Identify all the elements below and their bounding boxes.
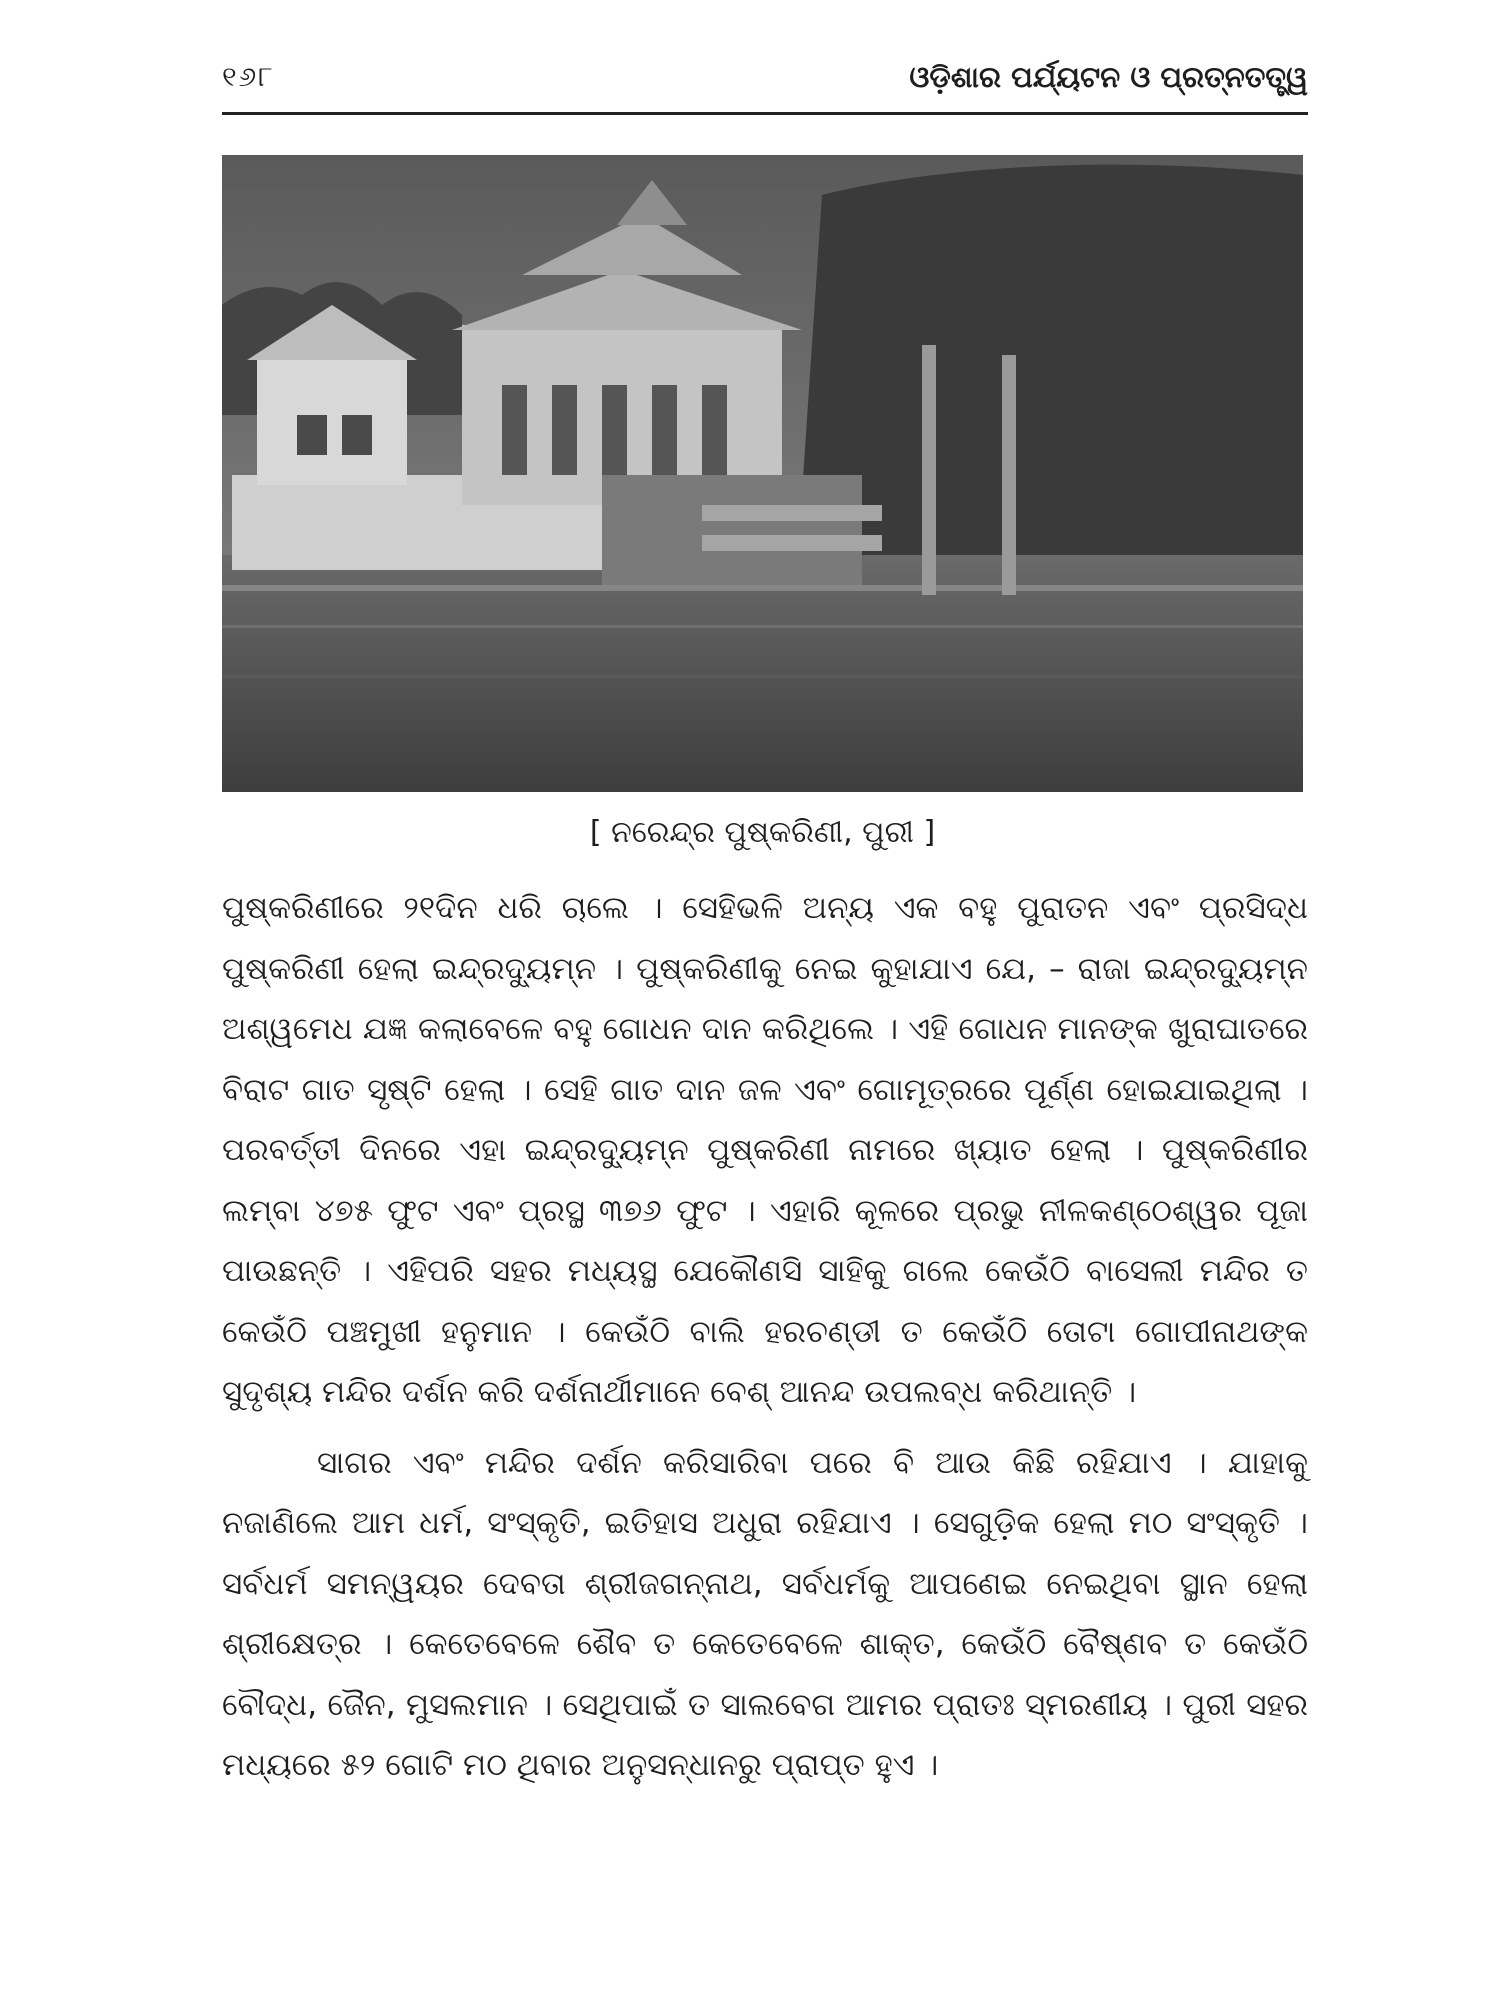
temple-tank-photo-graphic — [222, 155, 1303, 792]
figure-caption: [ ନରେନ୍ଦ୍ର ପୁଷ୍କରିଣୀ, ପୁରୀ ] — [589, 815, 936, 850]
page-number: ୧୬୮ — [222, 60, 275, 93]
header-rule — [222, 112, 1308, 115]
page-header — [222, 52, 1308, 102]
running-title: ଓଡ଼ିଶାର ପର୍ଯ୍ୟଟନ ଓ ପ୍ରତ୍ନତତ୍ତ୍ୱ — [909, 59, 1308, 94]
body-text — [222, 878, 1308, 1796]
temple-tank-photo — [222, 155, 1303, 792]
paragraph-1: ପୁଷ୍କରିଣୀରେ ୨୧ଦିନ ଧରି ଚାଲେ । ସେହିଭଳି ଅନ୍ୟ ଏକ ବହୁ ପୁରାତନ ଏବଂ ପ୍ରସିଦ୍ଧ ପୁଷ୍କରିଣୀ ହେଲା ଇନ୍ଦ୍ରଦ୍ୟୁମ୍ନ । ପୁଷ୍କରିଣୀକୁ ନେଇ କୁହାଯାଏ ଯେ, – ରାଜା ଇନ୍ଦ୍ରଦ୍ୟୁମ୍ନ ଅଶ୍ୱମେଧ ଯଜ୍ଞ କଲାବେଳେ ବହୁ ଗୋଧନ ଦାନ କରିଥିଲେ । ଏହି ଗୋଧନ ମାନଙ୍କ ଖୁରାଘାତରେ ବିରାଟ ଗାତ ସୃଷ୍ଟି ହେଲା । ସେହି ଗାତ ଦାନ ଜଳ ଏବଂ ଗୋମୂତ୍ରରେ ପୂର୍ଣ୍ଣ ହୋଇଯାଇଥିଲା । ପରବର୍ତ୍ତୀ ଦିନରେ ଏହା ଇନ୍ଦ୍ରଦ୍ୟୁମ୍ନ ପୁଷ୍କରିଣୀ ନାମରେ ଖ୍ୟାତ ହେଲା । ପୁଷ୍କରିଣୀର ଲମ୍ବା ୪୭୫ ଫୁଟ ଏବଂ ପ୍ରସ୍ଥ ୩୭୬ ଫୁଟ । ଏହାରି କୂଳରେ ପ୍ରଭୁ ନୀଳକଣ୍ଠେଶ୍ୱର ପୂଜା ପାଉଛନ୍ତି । ଏହିପରି ସହର ମଧ୍ୟସ୍ଥ ଯେକୌଣସି ସାହିକୁ ଗଲେ କେଉଁଠି ବାସେଲୀ ମନ୍ଦିର ତ କେଉଁଠି ପଞ୍ଚମୁଖୀ ହନୁମାନ । କେଉଁଠି ବାଲି ହରଚଣ୍ଡୀ ତ କେଉଁଠି ତୋଟା ଗୋପୀନାଥଙ୍କ ସୁଦୃଶ୍ୟ ମନ୍ଦିର ଦର୍ଶନ କରି ଦର୍ଶନାର୍ଥୀମାନେ ବେଶ୍ ଆନନ୍ଦ ଉପଲବ୍ଧ କରିଥାନ୍ତି । — [222, 890, 1308, 1410]
paragraph-2: ସାଗର ଏବଂ ମନ୍ଦିର ଦର୍ଶନ କରିସାରିବା ପରେ ବି ଆଉ କିଛି ରହିଯାଏ । ଯାହାକୁ ନଜାଣିଲେ ଆମ ଧର୍ମ, ସଂସ୍କୃତି, ଇତିହାସ ଅଧୁରା ରହିଯାଏ । ସେଗୁଡ଼ିକ ହେଲା ମଠ ସଂସ୍କୃତି । ସର୍ବଧର୍ମ ସମନ୍ୱୟର ଦେବତା ଶ୍ରୀଜଗନ୍ନାଥ, ସର୍ବଧର୍ମକୁ ଆପଣେଇ ନେଇଥିବା ସ୍ଥାନ ହେଲା ଶ୍ରୀକ୍ଷେତ୍ର । କେତେବେଳେ ଶୈବ ତ କେତେବେଳେ ଶାକ୍ତ, କେଉଁଠି ବୈଷ୍ଣବ ତ କେଉଁଠି ବୌଦ୍ଧ, ଜୈନ, ମୁସଲମାନ । ସେଥିପାଇଁ ତ ସାଲବେଗ ଆମର ପ୍ରାତଃ ସ୍ମରଣୀୟ । ପୁରୀ ସହର ମଧ୍ୟରେ ୫୨ ଗୋଟି ମଠ ଥିବାର ଅନୁସନ୍ଧାନରୁ ପ୍ରାପ୍ତ ହୁଏ । — [222, 1444, 1308, 1783]
